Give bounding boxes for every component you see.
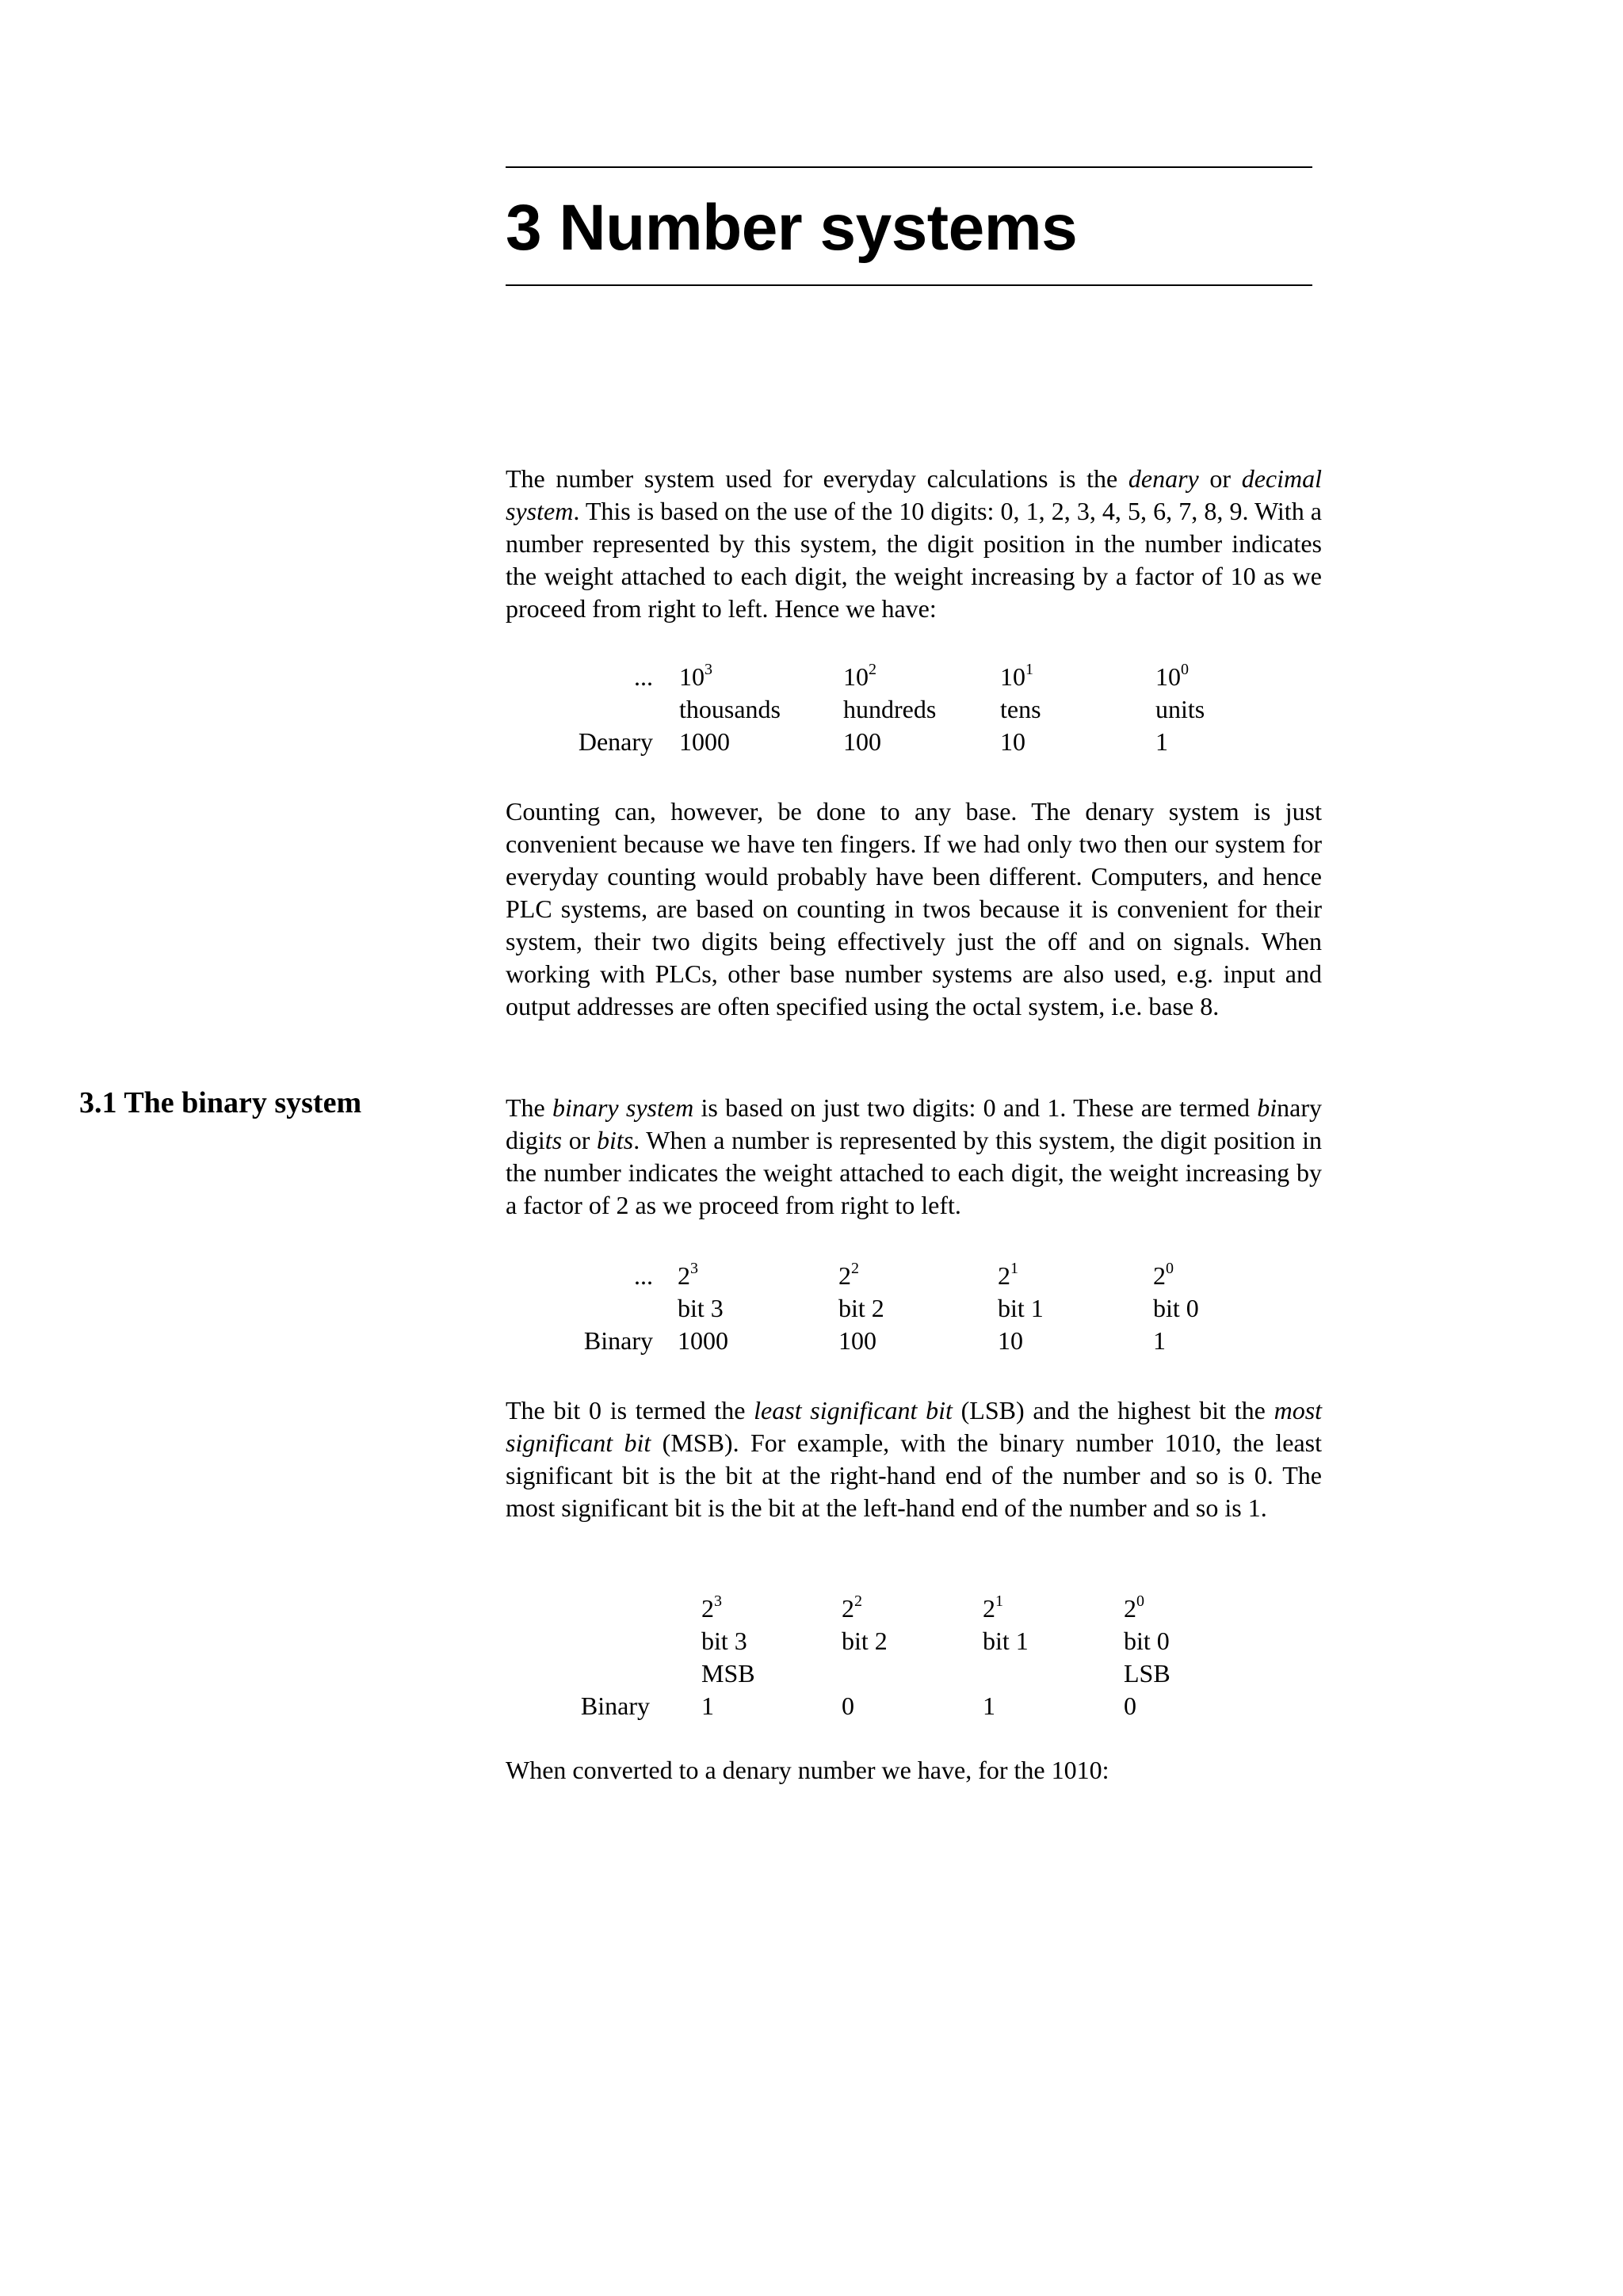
intro-paragraph-1: The number system used for everyday calculations is the denary or decimal system. This is based on the use of the 10 digits: 0, 1, 2, 3, 4, 5, 6, 7, 8, 9. With a number represented by this system, the digit position in the number indicates the weight attached to each digit, the weight increasing by a factor of 10 as we proceed from right to left. Hence we have: <box>506 464 1323 623</box>
table-cell: hundreds <box>843 695 937 723</box>
power-cell: $2^1$ <box>983 1592 1003 1623</box>
row-label: Binary <box>583 1326 653 1355</box>
power-cell: $2^0$ <box>1124 1592 1144 1623</box>
table-cell: 1 <box>1155 727 1168 756</box>
row-label: Binary <box>580 1691 650 1720</box>
power-cell: $2^1$ <box>998 1260 1018 1290</box>
table-cell: 1 <box>701 1691 714 1720</box>
table-cell: bit 0 <box>1124 1627 1170 1655</box>
table-cell: bit 2 <box>838 1294 884 1322</box>
table-cell: 1000 <box>679 727 730 756</box>
table-cell: thousands <box>679 695 781 723</box>
row-label: ... <box>634 662 653 691</box>
table-cell: 1 <box>983 1691 995 1720</box>
table-cell: 10 <box>998 1326 1023 1355</box>
row-label: Denary <box>578 727 653 756</box>
power-cell: $2^2$ <box>842 1592 862 1623</box>
binary-paragraph-3: When converted to a denary number we have, for the 1010: <box>506 1756 1109 1784</box>
power-cell: $10^0$ <box>1155 661 1189 691</box>
power-cell: $2^0$ <box>1153 1260 1174 1290</box>
table-cell: 1000 <box>678 1326 728 1355</box>
table-cell: 10 <box>1000 727 1025 756</box>
table-cell: MSB <box>701 1659 755 1688</box>
binary-paragraph-2: The bit 0 is termed the least significant bit (LSB) and the highest bit the most significant bit (MSB). For example, with the binary number 1010, the least significant bit is the bit at the right-hand end of the number and so is 0. The most significant bit is the bit at the left-hand end of the number and so is 1. <box>506 1396 1323 1522</box>
binary-paragraph-1: The binary system is based on just two digits: 0 and 1. These are termed binary digits or bits. When a number is represented by this system, the digit position in the number indicates the weight attached to each digit, the weight increasing by a factor of 2 as we proceed from right to left. <box>506 1093 1323 1219</box>
power-cell: $10^1$ <box>1000 661 1033 691</box>
table-cell: 1 <box>1153 1326 1166 1355</box>
table-cell: bit 0 <box>1153 1294 1199 1322</box>
table-cell: bit 3 <box>678 1294 724 1322</box>
row-label: ... <box>634 1261 653 1290</box>
power-cell: $10^3$ <box>679 661 712 691</box>
table-cell: units <box>1155 695 1205 723</box>
table-cell: 0 <box>842 1691 854 1720</box>
intro-paragraph-2: Counting can, however, be done to any base. The denary system is just convenient because we have ten fingers. If we had only two then our system for everyday counting would probably have been different. Computers, and hence PLC systems, are based on counting in twos because it is convenient for their system, their two digits being effectively just the off and on signals. When working with PLCs, other base number systems are also used, e.g. input and output addresses are often specified using the octal system, i.e. base 8. <box>506 797 1322 1020</box>
power-cell: $2^2$ <box>838 1260 859 1290</box>
table-cell: 100 <box>843 727 881 756</box>
chapter-title: 3 Number systems <box>506 192 1078 264</box>
table-cell: LSB <box>1124 1659 1170 1688</box>
section-heading: 3.1 The binary system <box>79 1086 362 1119</box>
power-cell: $2^3$ <box>678 1260 698 1290</box>
title-rule-top <box>506 166 1312 168</box>
table-cell: 100 <box>838 1326 876 1355</box>
table-cell: bit 1 <box>998 1294 1044 1322</box>
table-cell: bit 2 <box>842 1627 888 1655</box>
table-cell: tens <box>1000 695 1041 723</box>
title-rule-bottom <box>506 284 1312 286</box>
table-cell: bit 1 <box>983 1627 1029 1655</box>
table-cell: bit 3 <box>701 1627 747 1655</box>
power-cell: $10^2$ <box>843 661 876 691</box>
table-cell: 0 <box>1124 1691 1136 1720</box>
power-cell: $2^3$ <box>701 1592 722 1623</box>
